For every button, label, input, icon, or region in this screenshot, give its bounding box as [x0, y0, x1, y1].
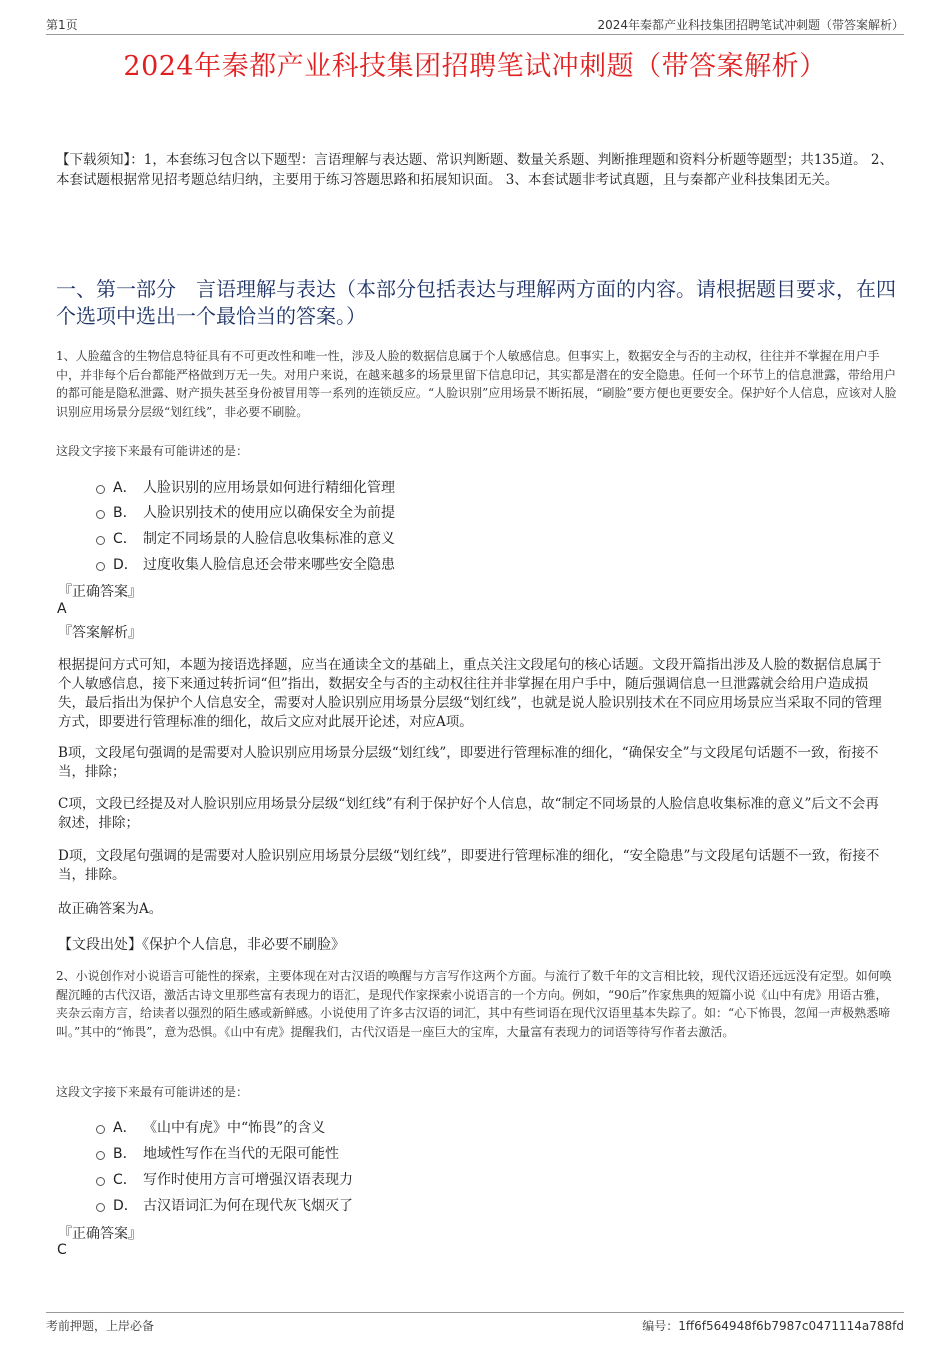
footer-code	[642, 1317, 904, 1334]
download-notice: 【下载须知】：1，本套练习包含以下题型：言语理解与表达题、常识判断题、数量关系题、判断推理题和资料分析题等题型；共135道。 2、本套试题根据常见招考题总结归纳，主要用于练习答题思路和拓展知识面。 3、本套试题非考试真题，且与秦都产业科技集团无关。	[56, 152, 893, 188]
q1-analysis-label: 『答案解析』	[58, 625, 142, 641]
q1-option-c[interactable]	[96, 528, 395, 548]
q2-prompt: 这段文字接下来最有可能讲述的是：	[56, 1085, 249, 1099]
q1-analysis-para: 根据提问方式可知，本题为接语选择题，应当在通读全文的基础上，重点关注文段尾句的核心话题。文段开篇指出涉及人脸的数据信息属于个人敏感信息，接下来通过转折词“但”指出，数据安全与否的主动权往往并非掌握在用户手中，随后强调信息一旦泄露就会给用户造成损失，最后指出为保护个人信息安全，需要对人脸识别应用场景分层级“划红线”，也就是说人脸识别技术在不同应用场景应当采取不同的管理方式，即要进行管理标准的细化，故后文应对此展开论述，对应A项。	[58, 657, 882, 730]
radio-icon[interactable]	[96, 1177, 105, 1186]
q1-answer-label: 『正确答案』	[58, 584, 142, 600]
radio-icon[interactable]	[96, 485, 105, 494]
q2-answer: C	[57, 1242, 67, 1258]
option-letter: A．	[113, 480, 137, 496]
q1-option-b[interactable]	[96, 502, 395, 522]
page-footer	[46, 1312, 904, 1335]
option-text: 《山中有虎》中“怖畏”的含义	[143, 1120, 326, 1136]
option-letter: C．	[113, 531, 137, 547]
option-letter: A．	[113, 1120, 137, 1136]
q1-answer: A	[57, 601, 67, 617]
radio-icon[interactable]	[96, 510, 105, 519]
option-letter: D．	[113, 1198, 138, 1214]
footer-code-label: 编号：	[642, 1319, 679, 1333]
option-text: 写作时使用方言可增强汉语表现力	[143, 1172, 353, 1188]
q1-passage: 1、人脸蕴含的生物信息特征具有不可更改性和唯一性，涉及人脸的数据信息属于个人敏感信息。但事实上，数据安全与否的主动权，往往并不掌握在用户手中，并非每个后台都能严格做到万无一失。对用户来说，在越来越多的场景里留下信息印记，其实都是潜在的安全隐患。任何一个环节上的信息泄露，带给用户的都可能是隐私泄露、财产损失甚至身份被冒用等一系列的连锁反应。“人脸识别”应用场景不断拓展，“刷脸”要方便也更要安全。保护好个人信息，应该对人脸识别应用场景分层级“划红线”，非必要不刷脸。	[56, 349, 897, 419]
option-letter: D．	[113, 557, 138, 573]
option-text: 制定不同场景的人脸信息收集标准的意义	[143, 531, 395, 547]
option-text: 人脸识别的应用场景如何进行精细化管理	[143, 480, 395, 496]
option-letter: B．	[113, 505, 137, 521]
q2-passage: 2、小说创作对小说语言可能性的探索，主要体现在对古汉语的唤醒与方言写作这两个方面。与流行了数千年的文言相比较，现代汉语还远远没有定型。如何唤醒沉睡的古代汉语，激活古诗文里那些富有表现力的语汇，是现代作家探索小说语言的一个方向。例如，“90后”作家焦典的短篇小说《山中有虎》用语古雅，夹杂云南方言，给读者以强烈的陌生感或新鲜感。小说使用了许多古汉语的词汇，其中有些词语在现代汉语里基本失踪了。如：“心下怖畏，忽闻一声极熟悉啼叫。”其中的“怖畏”，意为恐惧。《山中有虎》提醒我们，古代汉语是一座巨大的宝库，大量富有表现力的词语等待写作者去激活。	[56, 969, 892, 1039]
q2-option-d[interactable]	[96, 1195, 353, 1215]
page-title: 2024年秦都产业科技集团招聘笔试冲刺题（带答案解析）	[123, 51, 827, 82]
option-letter: C．	[113, 1172, 137, 1188]
q1-option-a[interactable]	[96, 477, 395, 497]
option-text: 过度收集人脸信息还会带来哪些安全隐患	[143, 557, 395, 573]
radio-icon[interactable]	[96, 1151, 105, 1160]
page-header	[46, 14, 904, 35]
radio-icon[interactable]	[96, 562, 105, 571]
q1-analysis-para: B项，文段尾句强调的是需要对人脸识别应用场景分层级“划红线”，即要进行管理标准的细化，“确保安全”与文段尾句话题不一致，衔接不当，排除；	[58, 745, 879, 780]
footer-slogan: 考前押题，上岸必备	[46, 1319, 155, 1333]
section-title: 一、第一部分 言语理解与表达（本部分包括表达与理解两方面的内容。请根据题目要求，在四个选项中选出一个最恰当的答案。）	[56, 277, 896, 328]
page-number: 第1页	[46, 18, 78, 32]
q1-option-d[interactable]	[96, 554, 395, 574]
header-doc-title: 2024年秦都产业科技集团招聘笔试冲刺题（带答案解析）	[597, 18, 904, 32]
option-text: 人脸识别技术的使用应以确保安全为前提	[143, 505, 395, 521]
q2-option-c[interactable]	[96, 1169, 353, 1189]
q1-prompt: 这段文字接下来最有可能讲述的是：	[56, 444, 249, 458]
option-text: 古汉语词汇为何在现代灰飞烟灭了	[143, 1198, 353, 1214]
footer-code-value: 1ff6f564948f6b7987c0471114a788fd	[678, 1319, 904, 1333]
radio-icon[interactable]	[96, 1203, 105, 1212]
radio-icon[interactable]	[96, 1125, 105, 1134]
option-letter: B．	[113, 1146, 137, 1162]
q1-source: 【文段出处】《保护个人信息，非必要不刷脸》	[58, 937, 345, 953]
q2-answer-label: 『正确答案』	[58, 1226, 142, 1242]
q2-option-b[interactable]	[96, 1143, 339, 1163]
q1-analysis-conclusion: 故正确答案为A。	[58, 901, 163, 917]
q1-analysis-para: C项，文段已经提及对人脸识别应用场景分层级“划红线”有利于保护好个人信息，故“制定不同场景的人脸信息收集标准的意义”后文不会再叙述，排除；	[58, 796, 879, 831]
q1-analysis-para: D项，文段尾句强调的是需要对人脸识别应用场景分层级“划红线”，即要进行管理标准的细化，“安全隐患”与文段尾句话题不一致，衔接不当，排除。	[58, 848, 880, 883]
q2-option-a[interactable]	[96, 1117, 325, 1137]
radio-icon[interactable]	[96, 536, 105, 545]
option-text: 地域性写作在当代的无限可能性	[143, 1146, 339, 1162]
